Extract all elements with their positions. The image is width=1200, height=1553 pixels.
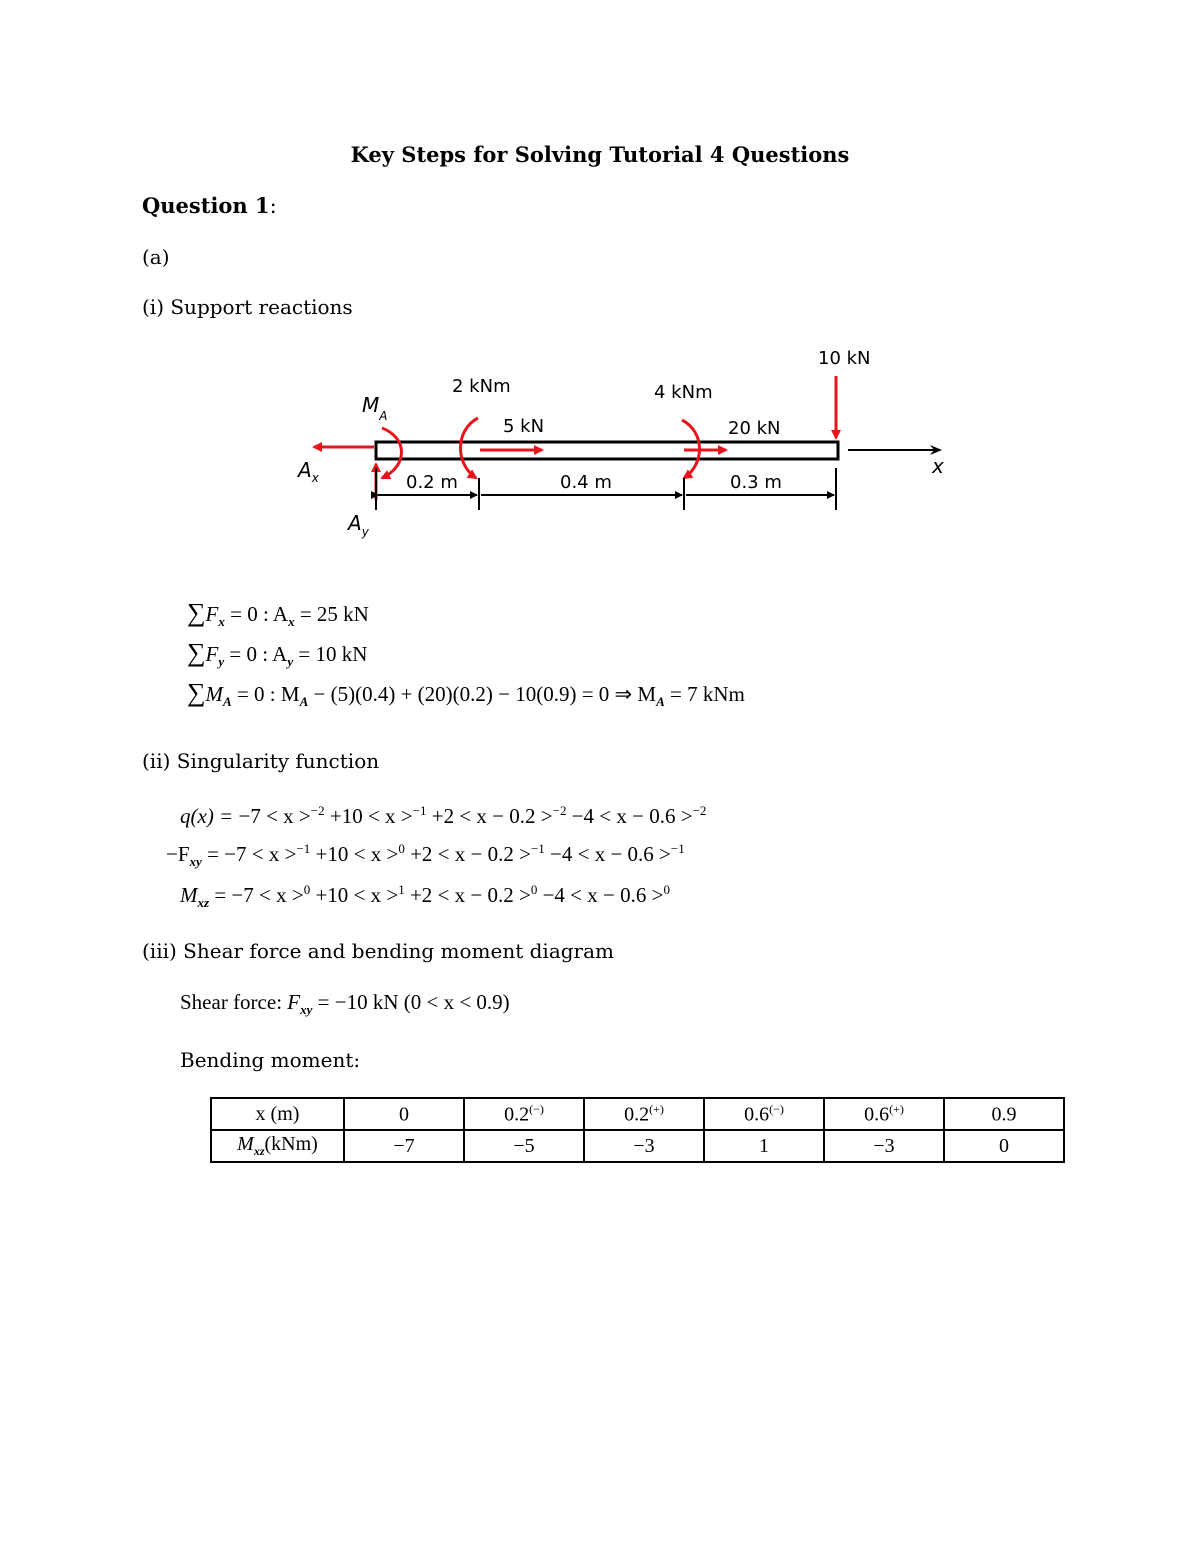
page-title: Key Steps for Solving Tutorial 4 Questions <box>350 142 850 167</box>
table-cell: 0.9 <box>944 1098 1064 1130</box>
reaction-ay-label: $A_y$ <box>348 511 369 539</box>
equation-sum-fy: $\sum F_y = 0$ : $A_y = 10$ kN <box>187 638 368 670</box>
force-20kn-label: 20 kN <box>728 418 781 439</box>
table-cell: 0.2(+) <box>584 1098 704 1130</box>
equation-fxy: $-F_{xy} = -7 < x >^{-1} +10 < x >^0 +2 < x - 0.2 >^{-1} -4 < x - 0.6 >^{-1}$ <box>166 841 685 870</box>
question-suffix: : <box>269 194 277 218</box>
beam-diagram <box>290 340 970 550</box>
question-label: Question 1 <box>142 193 270 218</box>
table-header-x: x (m) <box>211 1098 344 1130</box>
table-cell: 0 <box>944 1130 1064 1162</box>
table-cell: 0.6(+) <box>824 1098 944 1130</box>
table-row <box>211 1130 1064 1162</box>
table-cell: 0.6(−) <box>704 1098 824 1130</box>
bending-moment-label: Bending moment: <box>180 1048 361 1072</box>
dimension-label-1: 0.2 m <box>406 472 458 493</box>
force-5kn-label: 5 kN <box>503 416 545 437</box>
reaction-ax-label: $A_x$ <box>298 458 319 485</box>
moment-2knm-label: 2 kNm <box>452 376 511 397</box>
x-axis-label: x <box>932 454 944 478</box>
section-singularity-function: (ii) Singularity function <box>142 749 380 773</box>
equation-q: q(x) = −7 < x >$^{-2}$ +10 < x >$^{-1}$ +2 < x − 0.2 >$^{-2}$ −4 < x − 0.6 >$^{-2}$ <box>180 803 707 828</box>
question-heading <box>142 193 277 218</box>
equation-mxz: $M_{xz} = -7 < x >^0 +10 < x >^1 +2 < x - 0.2 >^0 -4 < x - 0.6 >^0$ <box>180 882 670 911</box>
moment-4knm-label: 4 kNm <box>654 382 713 403</box>
dimension-label-3: 0.3 m <box>730 472 782 493</box>
beam <box>376 442 838 459</box>
shear-force-line: Shear force: $F_{xy} = -10$ kN (0 < x < 0.9) <box>180 990 510 1018</box>
dimension-label-2: 0.4 m <box>560 472 612 493</box>
part-a-label: (a) <box>142 245 170 269</box>
equation-sum-ma: $\sum M_A = 0$ : $M_A - (5)(0.4) + (20)(0.2) - 10(0.9) = 0$ ⇒ $M_A = 7$ kNm <box>187 678 745 710</box>
table-cell: −3 <box>584 1130 704 1162</box>
table-cell: −5 <box>464 1130 584 1162</box>
table-cell: 0 <box>344 1098 464 1130</box>
moment-ma-label: $M_A$ <box>362 393 388 423</box>
table-cell: −3 <box>824 1130 944 1162</box>
bending-moment-table <box>210 1097 1065 1163</box>
table-header-m: $M_{xz}(kNm)$ <box>211 1130 344 1162</box>
equation-sum-fx: $\sum F_x = 0$ : $A_x = 25$ kN <box>187 598 369 630</box>
table-row <box>211 1098 1064 1130</box>
section-support-reactions: (i) Support reactions <box>142 295 353 319</box>
section-sfd-bmd: (iii) Shear force and bending moment diagram <box>142 939 614 963</box>
table-cell: 0.2(−) <box>464 1098 584 1130</box>
table-cell: −7 <box>344 1130 464 1162</box>
load-10kn-label: 10 kN <box>818 348 871 369</box>
table-cell: 1 <box>704 1130 824 1162</box>
